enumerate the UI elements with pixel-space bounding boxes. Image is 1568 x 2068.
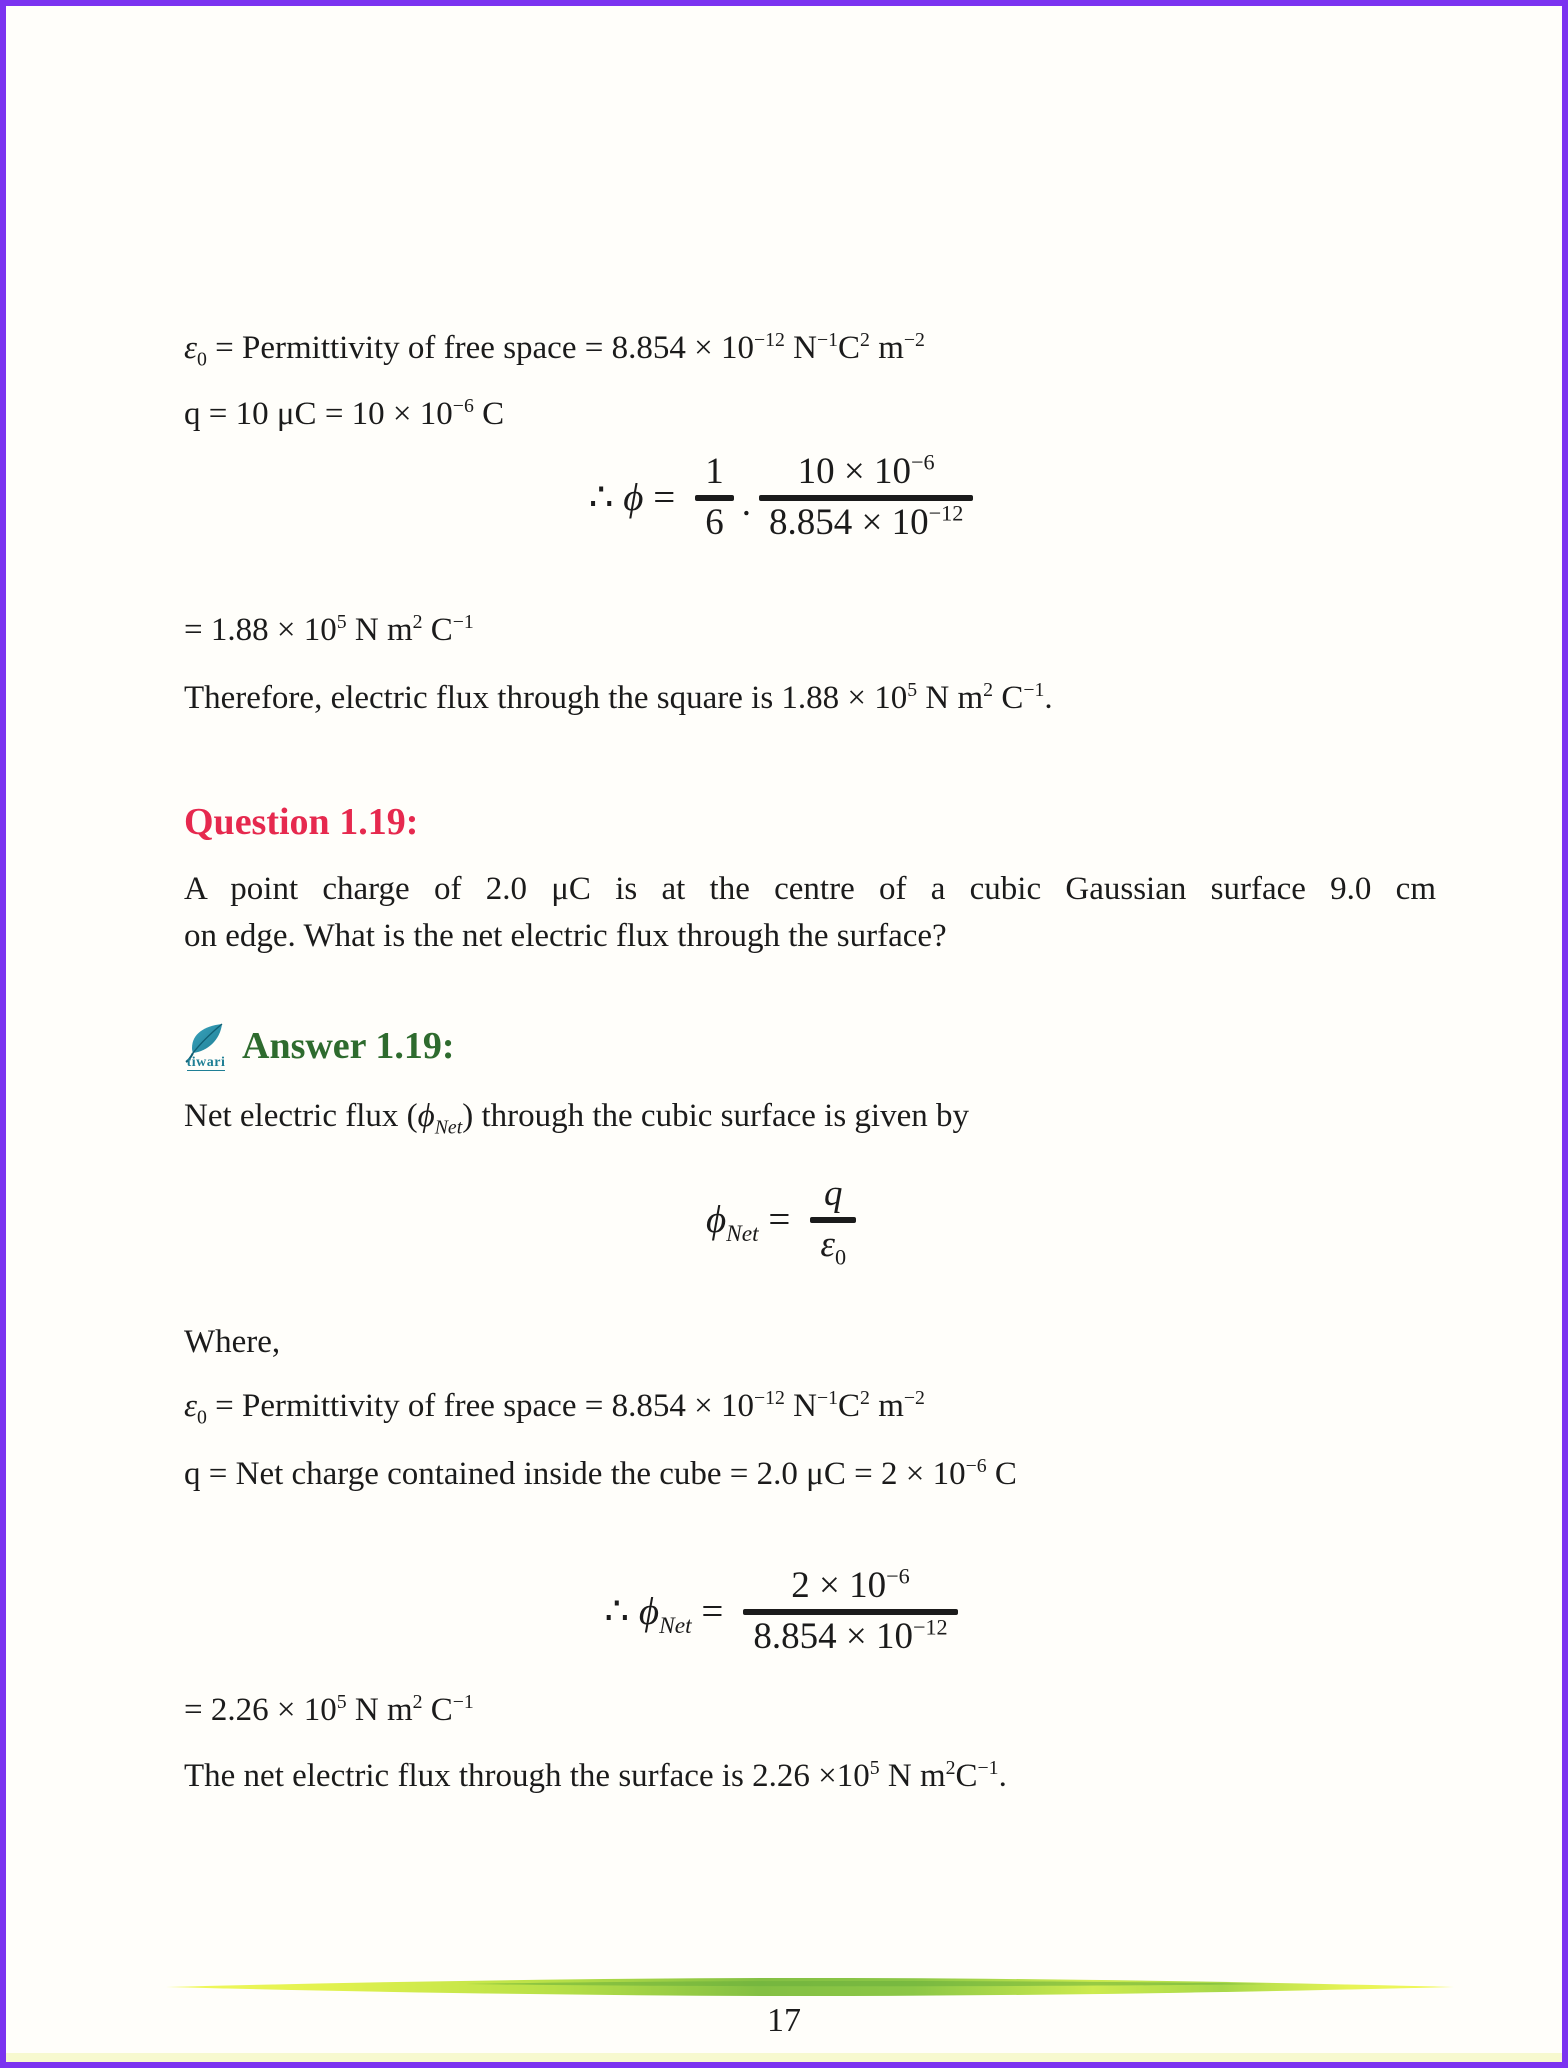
fraction-numerator: $2 \times 10^{-6}$ — [791, 1563, 910, 1606]
question-text — [184, 866, 1436, 960]
result-line-2: = $2.26 \times 10^5$ N $m^2$ $C^{-1}$ — [184, 1691, 474, 1728]
equation-net-flux-value — [6, 1564, 1562, 1659]
fraction-denominator: $8.854 \times 10^{-12}$ — [753, 1614, 948, 1657]
brush-divider — [166, 1974, 1454, 2000]
answer-heading — [180, 1022, 455, 1070]
fraction-charge-over-permittivity — [743, 1564, 957, 1659]
fraction-denominator: 6 — [705, 501, 724, 543]
conclusion-line-2: The net electric flux through the surface is $2.26 \times 10^5$ N $m^2C^{-1}$. — [184, 1757, 1007, 1794]
permittivity-line-1: $\varepsilon_0$ = Permittivity of free space = $8.854 \times 10^{-12}$ $N^{-1}C^2$ $m^{-2}$ — [184, 329, 925, 371]
multiplication-dot: . — [741, 483, 751, 525]
fraction-numerator: $10 \times 10^{-6}$ — [797, 449, 935, 492]
equation-lead: $\phi_{Net}$ = — [705, 1198, 791, 1247]
where-label: Where, — [184, 1324, 281, 1360]
conclusion-line-1: Therefore, electric flux through the square is $1.88 \times 10^5$ N $m^2$ $C^{-1}$. — [184, 679, 1053, 716]
permittivity-line-2: $\varepsilon_0$ = Permittivity of free space = $8.854 \times 10^{-12}$ $N^{-1}C^2$ $m^{-2}$ — [184, 1387, 925, 1429]
bottom-accent-strip — [6, 2053, 1562, 2062]
result-line-1: = $1.88 \times 10^5$ N $m^2$ $C^{-1}$ — [184, 611, 474, 648]
charge-value-line-1: q = 10 $\mu C = 10 \times 10^{-6}$ C — [184, 395, 505, 432]
fraction-one-sixth — [695, 450, 734, 545]
equation-net-flux-definition — [6, 1172, 1562, 1267]
fraction-charge-over-permittivity — [759, 450, 973, 545]
tiwari-academy-logo — [180, 1022, 232, 1071]
question-text-line: A point charge of 2.0 μC is at the centre of a cubic Gaussian surface 9.0 cm — [184, 871, 1436, 907]
fraction-numerator: 1 — [705, 451, 724, 492]
fraction-denominator: $8.854 \times 10^{-12}$ — [768, 500, 964, 543]
equation-lead: ∴ $\phi_{Net}$ = — [604, 1590, 724, 1639]
equation-lead: ∴ ϕ = — [588, 476, 676, 520]
question-heading: Question 1.19: — [184, 801, 419, 843]
fraction-numerator: q — [823, 1173, 843, 1214]
page-number: 17 — [767, 2002, 801, 2039]
fraction-denominator: $\varepsilon_0$ — [820, 1223, 847, 1269]
logo-word: tiwari — [186, 1055, 226, 1070]
charge-value-line-2: q = Net charge contained inside the cube = 2.0 $\mu C = 2 \times 10^{-6}$ C — [184, 1455, 1017, 1492]
fraction-q-over-epsilon0 — [810, 1172, 856, 1267]
equation-flux-square — [6, 450, 1562, 545]
answer-heading-label: Answer 1.19: — [242, 1024, 455, 1067]
question-text-line: on edge. What is the net electric flux through the surface? — [184, 918, 947, 954]
answer-intro-line: Net electric flux $(\phi_{Net})$ through the cubic surface is given by — [184, 1098, 969, 1139]
